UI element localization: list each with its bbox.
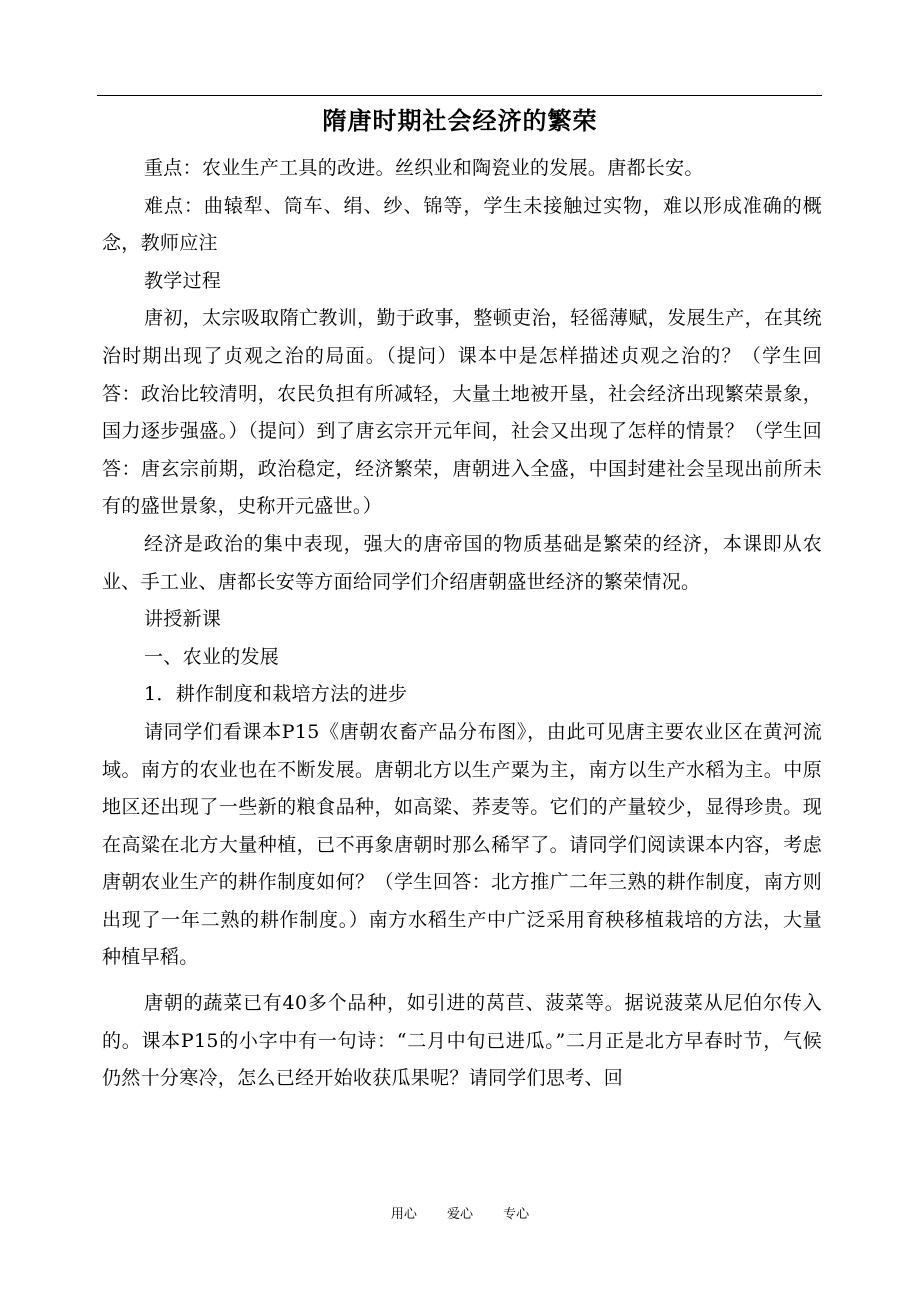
paragraph-economy-intro: 经济是政治的集中表现，强大的唐帝国的物质基础是繁荣的经济，本课即从农业、手工业、唐都长安等方面给同学们介绍唐朝盛世经济的繁荣情况。 [102, 532, 822, 593]
heading-farming-methods: 1．耕作制度和栽培方法的进步 [144, 683, 408, 706]
paragraph-difficulties: 难点：曲辕犁、筒车、绢、纱、锦等，学生未接触过实物，难以形成准确的概念，教师应注 [102, 194, 822, 255]
paragraph-farming: 请同学们看课本P15《唐朝农畜产品分布图》，由此可见唐主要农业区在黄河流域。南方的农业也在不断发展。唐朝北方以生产粟为主，南方以生产水稻为主。中原地区还出现了一些新的粮食品种，如高粱、荞麦等。它们的产量较少，显得珍贵。现在高粱在北方大量种植，已不再象唐朝时那么稀罕了。请同学们阅读课本内容，考虑唐朝农业生产的耕作制度如何？（学生回答：北方推广二年三熟的耕作制度，南方则出现了一年二熟的耕作制度。）南方水稻生产中广泛采用育秧移植栽培的方法，大量种植早稻。 [102, 720, 822, 969]
heading-agriculture: 一、农业的发展 [144, 645, 280, 668]
footer-motto-2: 爱心 [446, 1207, 473, 1222]
paragraph-key-points: 重点：农业生产工具的改进。丝织业和陶瓷业的发展。唐都长安。 [144, 157, 704, 179]
footer-motto-3: 专心 [503, 1207, 530, 1222]
page-footer [0, 1205, 920, 1225]
paragraph-zhenguan: 唐初，太宗吸取隋亡教训，勤于政事，整顿吏治，轻徭薄赋，发展生产，在其统治时期出现了贞观之治的局面。（提问）课本中是怎样描述贞观之治的？（学生回答：政治比较清明，农民负担有所减轻，大量土地被开垦，社会经济出现繁荣景象，国力逐步强盛。）（提问）到了唐玄宗开元年间，社会又出现了怎样的情景？（学生回答：唐玄宗前期，政治稳定，经济繁荣，唐朝进入全盛，中国封建社会呈现出前所未有的盛世景象，史称开元盛世。） [102, 307, 822, 518]
heading-teaching-process: 教学过程 [144, 269, 222, 292]
header-rule [97, 95, 822, 96]
paragraph-gap [102, 977, 822, 985]
page-title: 隋唐时期社会经济的繁荣 [322, 107, 598, 135]
document-body [102, 150, 822, 1098]
heading-new-lesson: 讲授新课 [144, 608, 222, 631]
footer-motto-1: 用心 [390, 1207, 417, 1222]
paragraph-vegetables: 唐朝的蔬菜已有40多个品种，如引进的莴苣、菠菜等。据说菠菜从尼伯尔传入的。课本P15的小字中有一句诗：“二月中旬已进瓜。”二月正是北方早春时节，气候仍然十分寒冷，怎么已经开始收获瓜果呢？请同学们思考、回 [102, 992, 822, 1090]
